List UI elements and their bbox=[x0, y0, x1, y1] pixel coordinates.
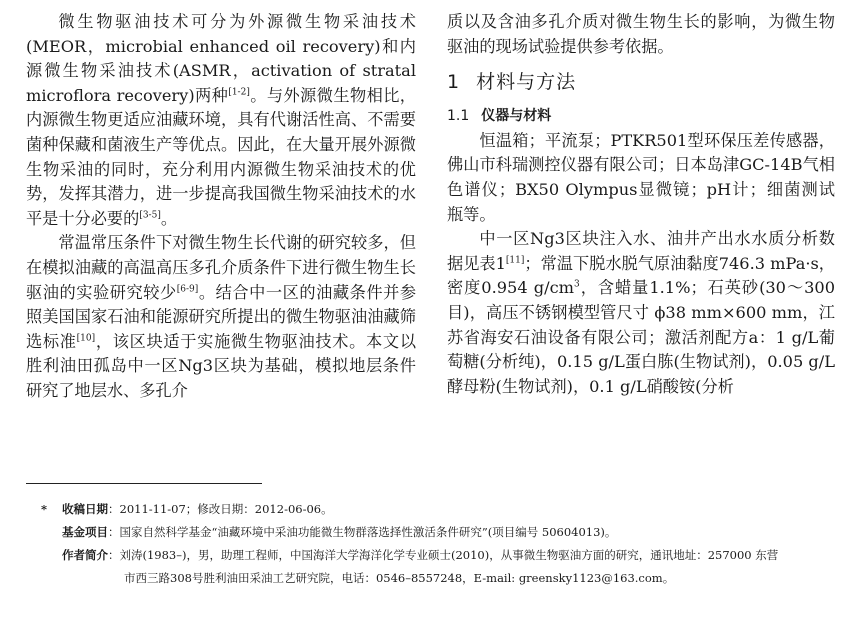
author-label: 作者简介 bbox=[62, 548, 108, 562]
author-text: ：刘涛(1983–)，男，助理工程师，中国海洋大学海洋化学专业硕士(2010)，从事微生物驱油方面的研究，通讯地址：257000 东营 bbox=[108, 548, 779, 562]
footnote-author bbox=[26, 544, 836, 567]
materials-paragraph-text: 中一区Ng3区块注入水、油井产出水水质分析数据见表1 bbox=[447, 229, 835, 273]
received-text: ：2011-11-07；修改日期：2012-06-06。 bbox=[108, 502, 333, 516]
received-label: 收稿日期 bbox=[62, 502, 108, 516]
intro-paragraph-1 bbox=[26, 10, 416, 231]
intro-paragraph-2-text-2: 。结合中一区的油藏条件并参照美国国家石油和能源研究所提出的微生物驱油油藏筛选标准 bbox=[26, 282, 417, 351]
footnotes bbox=[26, 498, 836, 590]
citation-ref: [3-5] bbox=[139, 210, 161, 221]
section-heading bbox=[447, 69, 835, 95]
materials-paragraph bbox=[447, 227, 835, 399]
instruments-paragraph: 恒温箱；平流泵；PTKR501型环保压差传感器，佛山市科瑞测控仪器有限公司；日本岛津GC-14B气相色谱仪；BX50 Olympus显微镜；pH计；细菌测试瓶等。 bbox=[447, 130, 835, 224]
section-title: 材料与方法 bbox=[476, 71, 577, 94]
intro-paragraph-1-text: 微生物驱油技术可分为外源微生物采油技术(MEOR，microbial enhanced oil recovery)和内源微生物采油技术(ASMR，activation of stratal microflora recovery)两种 bbox=[26, 12, 416, 105]
citation-ref: [6-9] bbox=[176, 284, 199, 295]
subsection-number: 1.1 bbox=[447, 108, 470, 125]
intro-paragraph-1-text-3: 。 bbox=[160, 208, 178, 228]
materials-paragraph-text-2: ；常温下脱水脱气原油黏度746.3 mPa·s，密度0.954 g/cm bbox=[447, 253, 835, 298]
left-column bbox=[26, 10, 416, 404]
section-number: 1 bbox=[447, 71, 461, 94]
footnote-divider bbox=[26, 483, 262, 484]
citation-ref: [11] bbox=[505, 255, 525, 266]
fund-label: 基金项目 bbox=[62, 525, 108, 539]
citation-ref: [10] bbox=[76, 333, 96, 344]
footnote-fund bbox=[26, 521, 836, 544]
citation-ref: [1-2] bbox=[228, 87, 250, 98]
footnote-received bbox=[26, 498, 836, 521]
fund-text: ：国家自然科学基金“油藏环境中采油功能微生物群落选择性激活条件研究”(项目编号 50604013)。 bbox=[108, 525, 617, 539]
intro-paragraph-1-text-2: 。与外源微生物相比，内源微生物更适应油藏环境，具有代谢活性高、不需要菌种保藏和菌液生产等优点。因此，在大量开展外源微生物采油的同时，充分利用内源微生物采油技术的优势，发挥其潜力，进一步提高我国微生物采油技术的水平是十分必要的 bbox=[26, 85, 416, 228]
intro-paragraph-2-text: 常温常压条件下对微生物生长代谢的研究较多，但在模拟油藏的高温高压多孔介质条件下进行微生物生长驱油的实验研究较少 bbox=[26, 233, 416, 302]
footnote-author-continued: 市西三路308号胜利油田采油工艺研究院，电话：0546–8557248，E-mail: greensky1123@163.com。 bbox=[124, 571, 675, 585]
intro-paragraph-2-text-3: ，该区块适于实施微生物驱油技术。本文以胜利油田孤岛中一区Ng3区块为基础，模拟地层条件研究了地层水、多孔介 bbox=[26, 331, 417, 400]
right-column bbox=[447, 10, 835, 399]
subsection-heading bbox=[447, 104, 835, 129]
subsection-title: 仪器与材料 bbox=[481, 108, 552, 125]
unit-superscript: 3 bbox=[574, 279, 580, 290]
footnote-star: * bbox=[40, 502, 47, 516]
continued-paragraph: 质以及含油多孔介质对微生物生长的影响，为微生物驱油的现场试验提供参考依据。 bbox=[447, 12, 835, 56]
materials-paragraph-text-3: ，含蜡量1.1%；石英砂(30～300目)，高压不锈钢模型管尺寸 ϕ38 mm×600 mm，江苏省海安石油设备有限公司；激活剂配方a：1 g/L葡萄糖(分析纯)，0.15 g/L蛋白胨(生物试剂)，0.05 g/L酵母粉(生物试剂)，0.1 g/L硝酸铵(分析 bbox=[447, 278, 836, 396]
intro-paragraph-2 bbox=[26, 231, 416, 403]
